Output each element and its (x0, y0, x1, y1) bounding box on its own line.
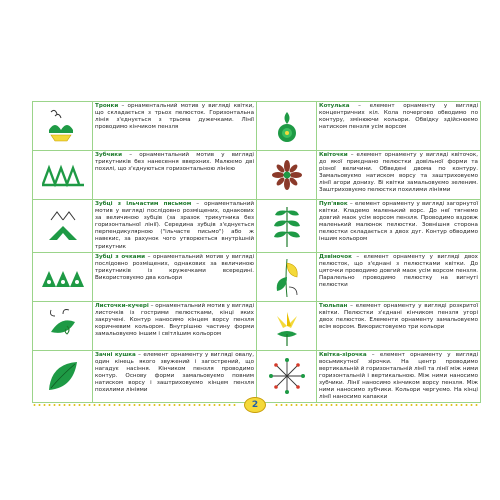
ornament-text: елемент орнаменту у вигляді загорнутої квітки. Кладемо маленький ворс. До неї тягнемо довгий маок усім ворсом пензля. Проводимо вздовж маленький малюнок пелюстки. Зовнішня сторона пелюстки складається з двох дуг. Контур обводимо іншим кольором (319, 201, 479, 243)
table-row (33, 252, 481, 301)
ornament-text: орнаментальний мотив у вигляді листочків із гострими пелюстками, кінці яких закручені. Контур наносимо кінцем ворсу пензля коричневим кольором. Внутрішню частину форми замальовуємо іншим і світлішим кольором (95, 302, 255, 338)
ornament-icon-cell (33, 252, 93, 301)
ornament-description: Зачні кушка – елемент орнаменту у вигляді овалу, один кінець якого звужений і загострений, що нагадує насіння. Кінчиком пензля проводимо контур. Основу форми замальовуємо повним натиском ворсу і заштриховуємо кінцем пензля похилими лініями (93, 350, 257, 403)
ornament-text: елемент орнаменту у вигляді овалу, один кінець якого звужений і загострений, що нагадує насіння. Кінчиком пензля проводимо контур. Основу форми замальовуємо повним натиском ворсу і заштриховуємо кінцем пензля похилими лініями (95, 351, 255, 394)
bell-flower-icon (267, 255, 307, 299)
ornament-icon-cell (257, 301, 317, 350)
ornament-text: елемент орнаменту у вигляді двох пелюсток, що з'єднані з пелюстками квітки. До цяточки проводимо довгий маок усім ворсом пензля. Паралельно проводимо пелюстку на вигнуті пелюстки (319, 253, 478, 289)
ornament-description: Листочки-кучері – орнаментальний мотив у вигляді листочків із гострими пелюстками, кінці яких закручені. Контур наносимо кінцем ворсу пензля коричневим кольором. Внутрішню частину форми замальовуємо іншим і світлішим кольором (93, 301, 257, 350)
ornament-text: елемент орнаменту у вигляді восьмикутної зірочки. На центр проводимо вертикальній й горизонтальній лінії та лінії між ними горизонтальній і вертикальною. Між ними наносимо зубчики. Лінії наносимо кінчиком ворсу пензля. Між ними наносимо зубчики. Кольори чергуємо. На кінці лінії наносимо капакки (319, 351, 478, 401)
ornament-text: орнаментальний мотив у вигляді послідовно розміщених, однакових за величиною зубців (за зразок трикутника без горизонтальної лінії). Серединa зубців з'єднується перпендикулярною ("ільчасте письмо") або ж навєкис, за рахунок чого утворюється внутрішній трикутник (95, 201, 254, 250)
ornament-description: Зубці з очками – орнаментальний мотив у вигляді послідовно розміщених, однакових за величиною трикутників із кружечками всередині. Використовуємо два кольори (93, 252, 257, 301)
ornament-table (32, 101, 481, 403)
ornament-icon-cell (257, 252, 317, 301)
ornament-description: Зубчики – орнаментальний мотив у вигляді трикутників без нанесення вверхних. Малюємо дві похилі, що з'єднуються горизонтальною лінією (93, 151, 257, 200)
triangles-with-eyes-icon (39, 263, 87, 291)
ornament-description: Квіточки – елемент орнаменту у вигляді квіточок, до якої приєднано пелюстки довільної форми та різної величини. Обведені двома по контуру. Замальовуємо натиском ворсу та заштриховуємо лінії агори донизу. Ві квітки замальовуємо зеленим. Заштриховуємо пелюстки похилими лініями (317, 151, 481, 200)
ornament-description: Пуп'явок – елемент орнаменту у вигляді загорнутої квітки. Кладемо маленький ворс. До неї тягнемо довгий маок усім ворсом пензля. Проводимо вздовж маленький малюнок пелюстки. Зовнішня сторона пелюстки складається з двох дуг. Контур обводимо іншим кольором (317, 200, 481, 253)
leaf-icon (41, 354, 85, 398)
ornament-description: Тюльпан – елемент орнаменту у вигляді розкритої квітки. Пелюстки з'єднані кінчиком пензля угорі двох пелюсток. Елементи орнаменту замальовуємо всім ворсом. Використовуємо три кольори (317, 301, 481, 350)
table-row (33, 350, 481, 403)
ornament-title: Зубчики (95, 152, 123, 158)
ornament-text: орнаментальний мотив у вигляді послідовно розміщених, однакових за величиною трикутників із кружечками всередині. Використовуємо два кольори (95, 253, 254, 281)
footer-dotted-line-right (274, 404, 480, 406)
ornament-icon-cell (33, 102, 93, 151)
flower-icon (267, 155, 307, 195)
ornament-description: Котулька – елемент орнаменту у вигляді концентричних кіл. Кола почергово обводимо по контуру, змінюючи кольори. Обвідку здійснюємо натиском пензля усім ворсом (317, 102, 481, 151)
ornament-title: Квіточки (319, 152, 348, 158)
ornament-text: елемент орнаменту у вигляді концентричних кіл. Кола почергово обводимо по контуру, змінюючи кольори. Обвідку здійснюємо натиском пензля усім ворсом (319, 103, 478, 131)
ornament-icon-cell (33, 301, 93, 350)
curl-leaf-icon (41, 306, 85, 346)
ornament-title: Зубці з очками (95, 253, 146, 260)
ornament-icon-cell (33, 350, 93, 403)
ornament-title: Тюльпан (319, 302, 348, 309)
ornament-title: Зубці з ільчастим письмом (95, 201, 192, 207)
ornament-text: елемент орнаменту у вигляді розкритої квітки. Пелюстки з'єднані кінчиком пензля угорі двох пелюсток. Елементи орнаменту замальовуємо всім ворсом. Використовуємо три кольори (319, 302, 478, 330)
ornament-title: Тронки (95, 103, 119, 109)
ornament-description: Зубці з ільчастим письмом – орнаментальний мотив у вигляді послідовно розміщених, однакових за величиною зубців (за зразок трикутника без горизонтальної лінії). Серединa зубців з'єднується перпендикулярною ("ільчасте письмо") або ж навєкис, за рахунок чого утворюється внутрішній трикутник (93, 200, 257, 253)
ornament-title: Дзвіночок (319, 253, 352, 260)
ornament-title: Зачні кушка (95, 351, 136, 358)
ornament-title: Пуп'явок (319, 201, 348, 207)
ornament-title: Листочки-кучері (95, 302, 149, 309)
triangle-zigzag-icon (39, 160, 87, 190)
ornament-icon-cell (257, 350, 317, 403)
tulip-motif-icon (41, 106, 85, 146)
footer-dotted-line-left (32, 404, 238, 406)
round-cluster-icon (265, 106, 309, 146)
yellow-blossom-icon (267, 304, 307, 348)
ornament-table-page (32, 101, 480, 399)
table-row (33, 200, 481, 253)
ornament-text: елемент орнаменту у вигляді квіточок, до якої приєднано пелюстки довільної форми та різної величини. Обведені двома по контуру. Замальовуємо натиском ворсу та заштриховуємо лінії агори донизу. Ві квітки замальовуємо зеленим. Заштриховуємо пелюстки похилими лініями (319, 152, 478, 194)
page-number-badge: 2 (244, 397, 266, 413)
teeth-triangle-icon (41, 206, 85, 246)
ornament-text: орнаментальний мотив у вигляді квітки, що складається з трьох пелюсток. Горизонтальна лінія з'єднується з трьома дужечками. Лінії проводимо кінчиком пензля (95, 103, 254, 131)
ornament-icon-cell (257, 102, 317, 151)
ornament-icon-cell (33, 151, 93, 200)
page-footer (32, 398, 480, 412)
table-row (33, 151, 481, 200)
ornament-title: Котулька (319, 103, 350, 109)
leafy-branch-icon (267, 203, 307, 249)
ornament-icon-cell (257, 151, 317, 200)
ornament-description: Квітка-зірочка – елемент орнаменту у вигляді восьмикутної зірочки. На центр проводимо вертикальній й горизонтальній лінії та лінії між ними горизонтальній і вертикальною. Між ними наносимо зубчики. Лінії наносимо кінчиком ворсу пензля. Між ними наносимо зубчики. Кольори чергуємо. На кінці лінії наносимо капакки (317, 350, 481, 403)
star-flower-icon (265, 354, 309, 398)
ornament-description: Дзвіночок – елемент орнаменту у вигляді двох пелюсток, що з'єднані з пелюстками квітки. До цяточки проводимо довгий маок усім ворсом пензля. Паралельно проводимо пелюстку на вигнуті пелюстки (317, 252, 481, 301)
ornament-icon-cell (257, 200, 317, 253)
table-row (33, 102, 481, 151)
ornament-description: Тронки – орнаментальний мотив у вигляді квітки, що складається з трьох пелюсток. Горизонтальна лінія з'єднується з трьома дужечками. Лінії проводимо кінчиком пензля (93, 102, 257, 151)
table-row (33, 301, 481, 350)
ornament-title: Квітка-зірочка (319, 351, 367, 358)
ornament-text: орнаментальний мотив у вигляді трикутників без нанесення вверхних. Малюємо дві похилі, що з'єднуються горизонтальною лінією (95, 152, 254, 173)
ornament-icon-cell (33, 200, 93, 253)
